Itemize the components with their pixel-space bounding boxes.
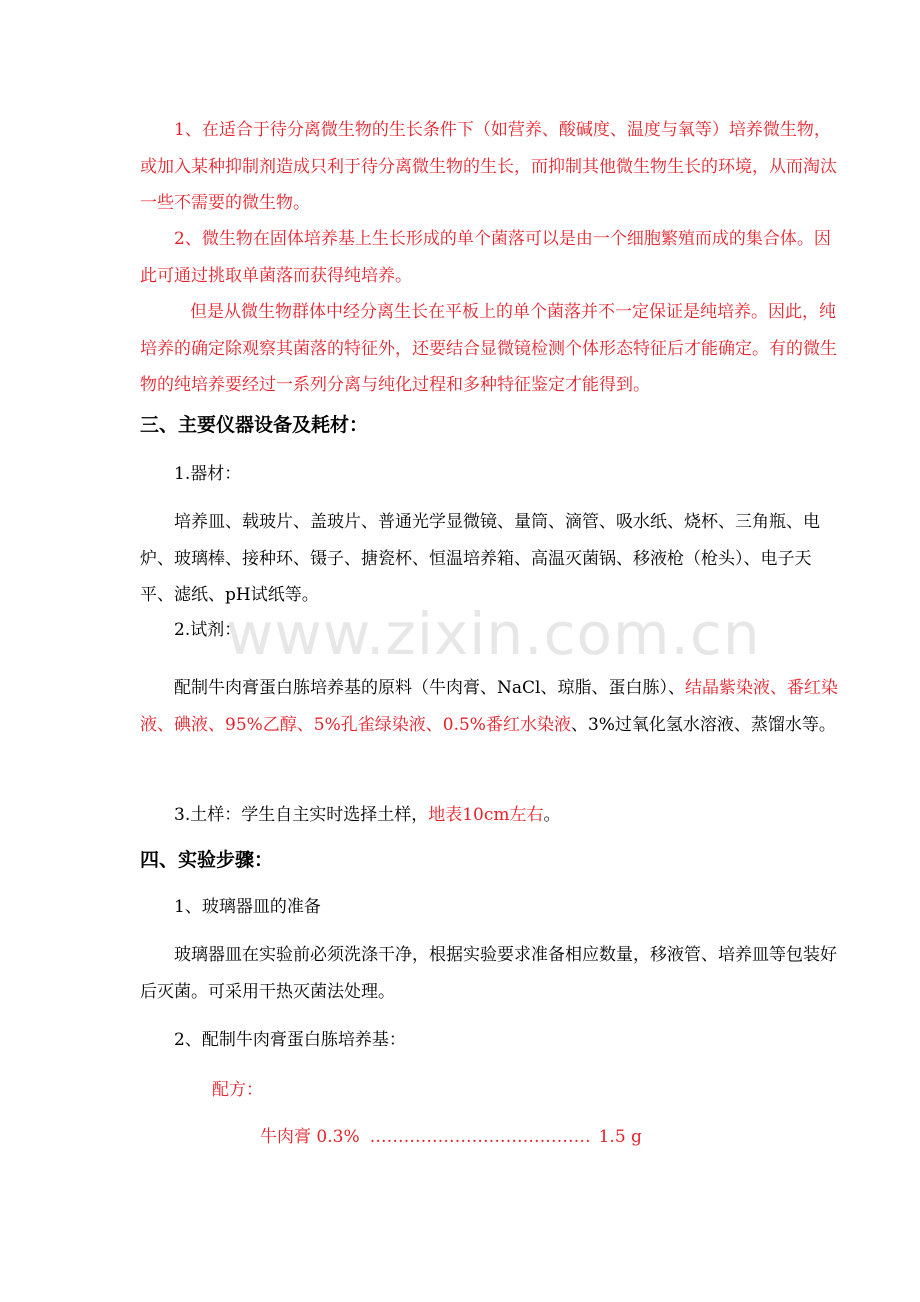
- watermark: www.zixin.com.cn: [226, 600, 761, 668]
- reagent-text-part-2: 、3%过氧化氢水溶液、蒸馏水等。: [570, 714, 836, 735]
- intro-paragraph-3: 但是从微生物群体中经分离生长在平板上的单个菌落并不一定保证是纯培养。因此，纯培养的确定除观察其菌落的特征外，还要结合显微镜检测个体形态特征后才能确定。有的微生物的纯培养要经过一系列分离与纯化过程和多种特征鉴定才能得到。: [140, 302, 837, 395]
- equipment-label: 1.器材：: [174, 464, 242, 484]
- intro-paragraph-1: 1、在适合于待分离微生物的生长条件下（如营养、酸碱度、温度与氧等）培养微生物，或加入某种抑制剂造成只利于待分离微生物的生长，而抑制其他微生物生长的环境，从而淘汰一些不需要的微生物。: [140, 120, 837, 213]
- intro-paragraph-2: 2、微生物在固体培养基上生长形成的单个菌落可以是由一个细胞繁殖而成的集合体。因此可通过挑取单菌落而获得纯培养。: [140, 229, 831, 286]
- equipment-list: 培养皿、载玻片、盖玻片、普通光学显微镜、量筒、滴管、吸水纸、烧杯、三角瓶、电炉、玻璃棒、接种环、镊子、搪瓷杯、恒温培养箱、高温灭菌锅、移液枪（枪头）、电子天平、滤纸、pH试纸等。: [140, 512, 820, 605]
- reagent-label: 2.试剂：: [174, 620, 242, 640]
- formula-ingredient: 牛肉膏 0.3%: [260, 1127, 360, 1147]
- section-3-heading: 三、主要仪器设备及耗材：: [140, 414, 369, 436]
- formula-amount: 1.5 g: [598, 1127, 642, 1147]
- reagent-text-highlight: 结晶紫染液、番红染液、碘液、95%乙醇、5%孔雀绿染液、0.5%番红水染液: [140, 678, 838, 735]
- step-1-text: 玻璃器皿在实验前必须洗涤干净，根据实验要求准备相应数量，移液管、培养皿等包装好后灭菌。可采用干热灭菌法处理。: [140, 945, 837, 1002]
- section-4-heading: 四、实验步骤：: [140, 849, 274, 871]
- soil-sample: [140, 797, 840, 834]
- formula-leader-dots: …………………………………: [369, 1127, 591, 1147]
- formula-row: [260, 1122, 642, 1152]
- step-1-label: 1、玻璃器皿的准备: [174, 897, 321, 917]
- formula-label: 配方：: [212, 1080, 263, 1100]
- soil-depth-highlight: 地表10cm左右: [428, 805, 544, 825]
- soil-text-end: 。: [543, 805, 561, 825]
- soil-text: 3.土样：学生自主实时选择土样，: [174, 805, 429, 825]
- reagent-text-part-1: 配制牛肉膏蛋白胨培养基的原料（牛肉膏、NaCl、琼脂、蛋白胨）、: [174, 678, 685, 698]
- reagent-list: [140, 670, 840, 743]
- step-2-label: 2、配制牛肉膏蛋白胨培养基：: [174, 1030, 406, 1050]
